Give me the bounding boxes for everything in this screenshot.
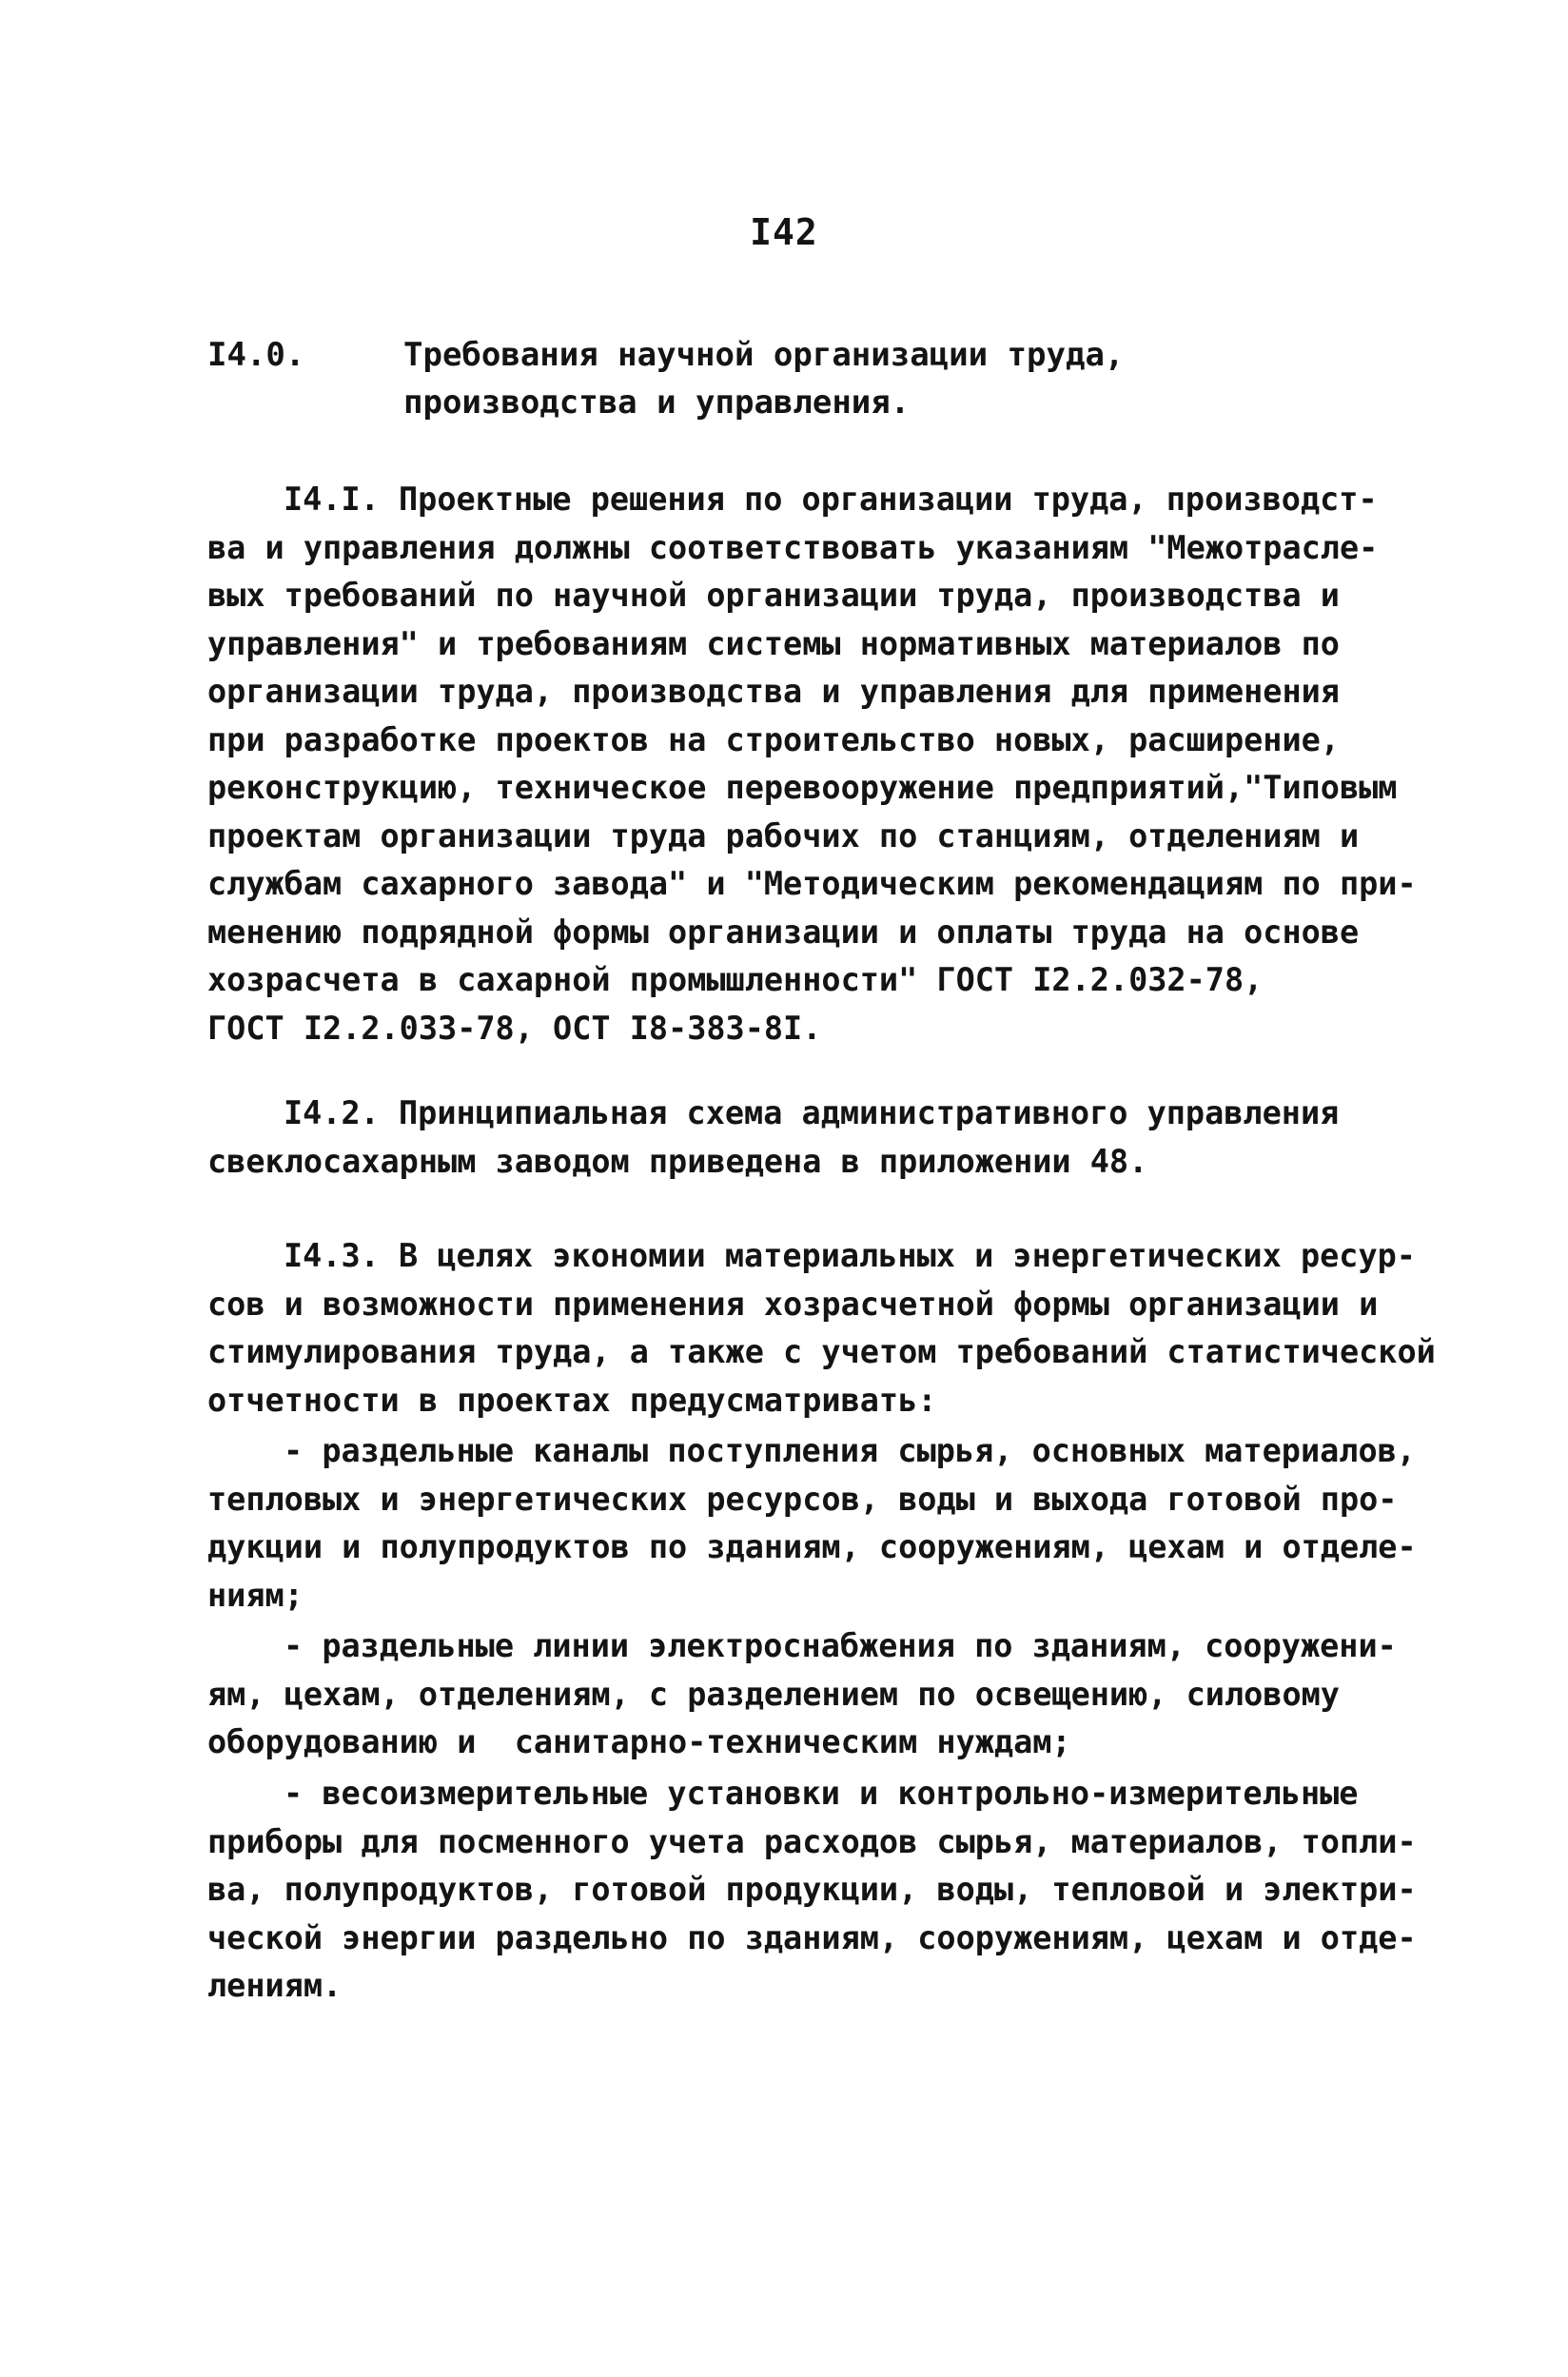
text-line: проектам организации труда рабочих по станциям, отделениям и — [207, 816, 1360, 855]
text-line: ва и управления должны соответствовать указаниям "Межотрасле- — [207, 528, 1379, 566]
page-number: I42 — [750, 211, 818, 253]
text-line: тепловых и энергетических ресурсов, воды и выхода готовой про- — [207, 1480, 1398, 1518]
text-line: I4.I. Проектные решения по организации труда, производст- — [284, 481, 1378, 518]
text-line: I4.3. В целях экономии материальных и энергетических ресур- — [284, 1237, 1416, 1274]
text-line: реконструкцию, техническое перевооружение предприятий,"Типовым — [207, 769, 1398, 806]
paragraph-14-3 — [207, 1232, 1454, 1424]
text-line: вых требований по научной организации труда, производства и — [207, 577, 1340, 614]
text-line: дукции и полупродуктов по зданиям, сооружениям, цехам и отделе- — [207, 1528, 1417, 1565]
text-line: оборудованию и санитарно-техническим нуждам; — [207, 1723, 1071, 1760]
list-item-metering — [207, 1770, 1454, 2011]
heading-number: I4.0. — [207, 336, 305, 374]
text-line: - раздельные линии электроснабжения по зданиям, сооружени- — [284, 1627, 1397, 1664]
text-line: лениям. — [207, 1967, 343, 2004]
text-line: отчетности в проектах предусматривать: — [207, 1381, 937, 1419]
text-line: стимулирования труда, а также с учетом требований статистической — [207, 1333, 1436, 1370]
paragraph-14-1 — [207, 476, 1454, 1052]
text-line: при разработке проектов на строительство новых, расширение, — [207, 720, 1340, 758]
heading-line-2: производства и управления. — [403, 383, 911, 422]
heading-title-part-1: Требования научной организации труда, — [403, 336, 1125, 374]
list-item-channels — [207, 1427, 1454, 1620]
text-line: сов и возможности применения хозрасчетной формы организации и — [207, 1285, 1379, 1323]
text-line: приборы для посменного учета расходов сырья, материалов, топли- — [207, 1822, 1417, 1860]
text-line: ГОСТ I2.2.033-78, ОСТ I8-383-8I. — [207, 1009, 822, 1047]
text-line: ниям; — [207, 1576, 304, 1614]
heading-line-1 — [207, 331, 1444, 379]
text-line: свеклосахарным заводом приведена в приложении 48. — [207, 1142, 1148, 1180]
text-line: службам сахарного завода" и "Методическим рекомендациям по при- — [207, 865, 1417, 902]
text-line: организации труда, производства и управления для применения — [207, 673, 1340, 710]
text-line: менению подрядной формы организации и оплаты труда на основе — [207, 913, 1360, 951]
text-line: хозрасчета в сахарной промышленности" ГОСТ I2.2.032-78, — [207, 961, 1264, 998]
paragraph-14-2 — [207, 1090, 1454, 1186]
section-heading — [207, 331, 1444, 426]
text-line: ва, полупродуктов, готовой продукции, воды, тепловой и электри- — [207, 1871, 1417, 1908]
text-line: управления" и требованиям системы нормативных материалов по — [207, 624, 1340, 662]
text-line: ческой энергии раздельно по зданиям, сооружениям, цехам и отде- — [207, 1918, 1417, 1956]
text-line: - раздельные каналы поступления сырья, основных материалов, — [284, 1432, 1416, 1469]
text-line: - весоизмерительные установки и контрольно-измерительные — [284, 1775, 1359, 1812]
text-line: ям, цехам, отделениям, с разделением по освещению, силовому — [207, 1675, 1340, 1713]
text-line: I4.2. Принципиальная схема административного управления — [284, 1094, 1340, 1131]
list-item-power-lines — [207, 1622, 1454, 1767]
